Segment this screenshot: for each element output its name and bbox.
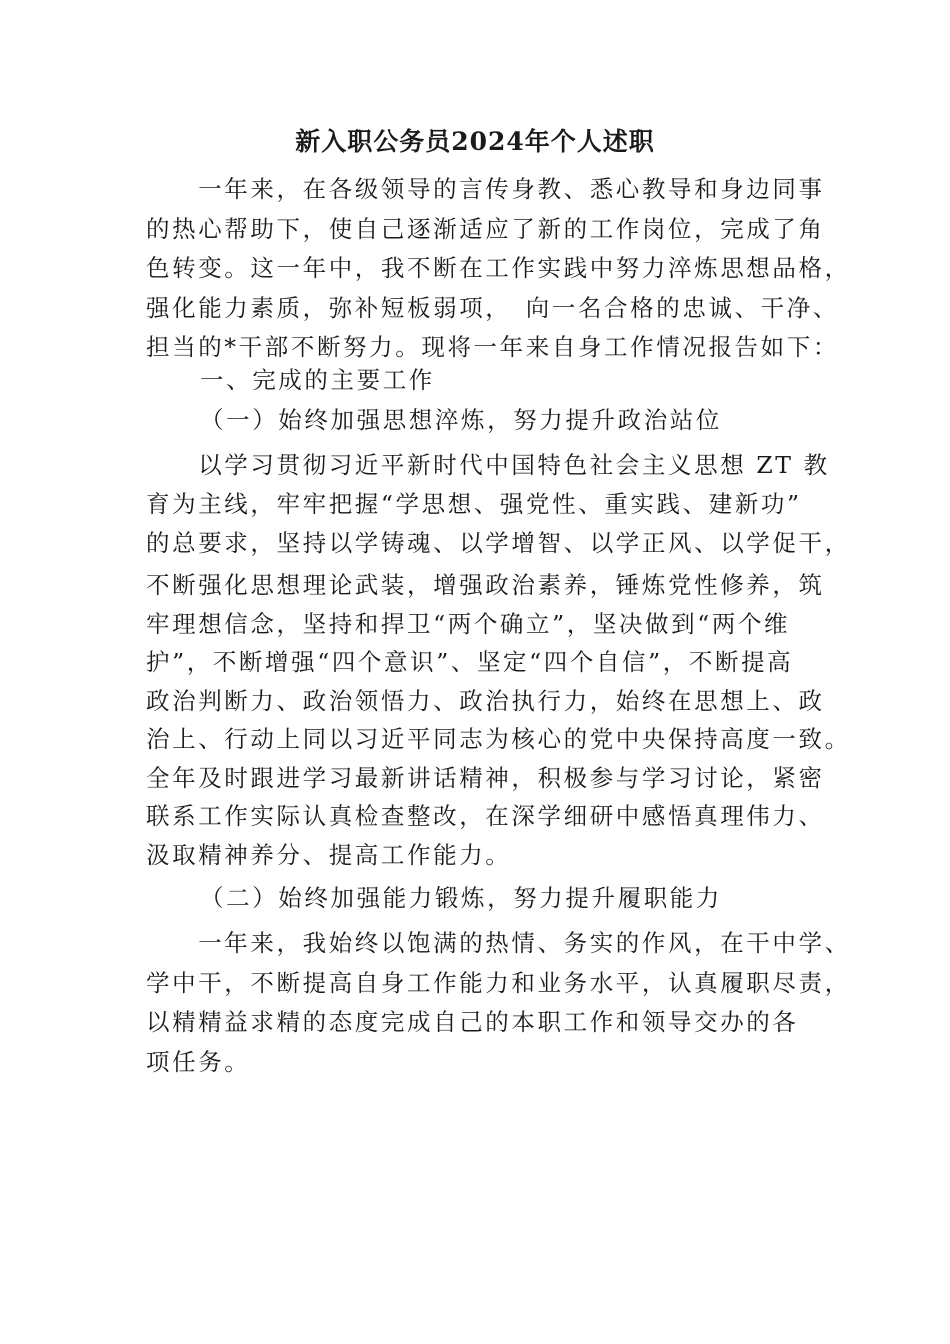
body-line: 不断强化思想理论武装，增强政治素养，锤炼党性修养，筑 [146,571,825,599]
body-line: 以学习贯彻习近平新时代中国特色社会主义思想 ZT 教 [146,451,830,479]
intro-line: 担当的*干部不断努力。现将一年来自身工作情况报告如下： [146,333,839,361]
intro-line: 色转变。这一年中，我不断在工作实践中努力淬炼思想品格， [146,254,851,282]
body-line: 育为主线，牢牢把握“学思想、强党性、重实践、建新功” [146,490,802,518]
subsection-2-paragraph [146,924,851,1082]
body-line: 全年及时跟进学习最新讲话精神，积极参与学习讨论，紧密 [146,763,825,792]
body-line: 护”，不断增强“四个意识”、坚定“四个自信”，不断提高 [146,648,794,676]
body-line: 政治判断力、政治领悟力、政治执行力，始终在思想上、政 [146,686,825,715]
body-line: 联系工作实际认真检查整改，在深学细研中感悟真理伟力、 [146,802,825,830]
body-line: 学中干，不断提高自身工作能力和业务水平，认真履职尽责， [146,968,851,997]
body-line: 以精精益求精的态度完成自己的本职工作和领导交办的各 [146,1008,799,1036]
intro-line: 强化能力素质，弥补短板弱项， 向一名合格的忠诚、干净、 [146,293,839,322]
body-line: 一年来，我始终以饱满的热情、务实的作风，在干中学、 [146,929,851,957]
body-line: 治上、行动上同以习近平同志为核心的党中央保持高度一致。 [146,725,851,753]
subsection-heading: （一）始终加强思想淬炼，努力提升政治站位 [200,406,722,434]
intro-line: 一年来，在各级领导的言传身教、悉心教导和身边同事 [146,175,825,203]
body-line: 牢理想信念，坚持和捍卫“两个确立”，坚决做到“两个维 [146,609,791,638]
intro-paragraph [146,170,851,368]
section-heading: 一、完成的主要工作 [200,366,435,394]
subsection-1-paragraph-part-b [146,566,851,874]
subsection-1-paragraph-part-a [146,446,851,563]
intro-line: 的热心帮助下，使自己逐渐适应了新的工作岗位，完成了角 [146,214,825,243]
body-line: 汲取精神养分、提高工作能力。 [146,840,512,869]
subsection-heading: （二）始终加强能力锻炼，努力提升履职能力 [200,884,722,912]
body-line: 的总要求，坚持以学铸魂、以学增智、以学正风、以学促干， [146,529,851,557]
body-line: 项任务。 [146,1047,251,1076]
document-title: 新入职公务员2024年个人述职 [295,127,655,156]
